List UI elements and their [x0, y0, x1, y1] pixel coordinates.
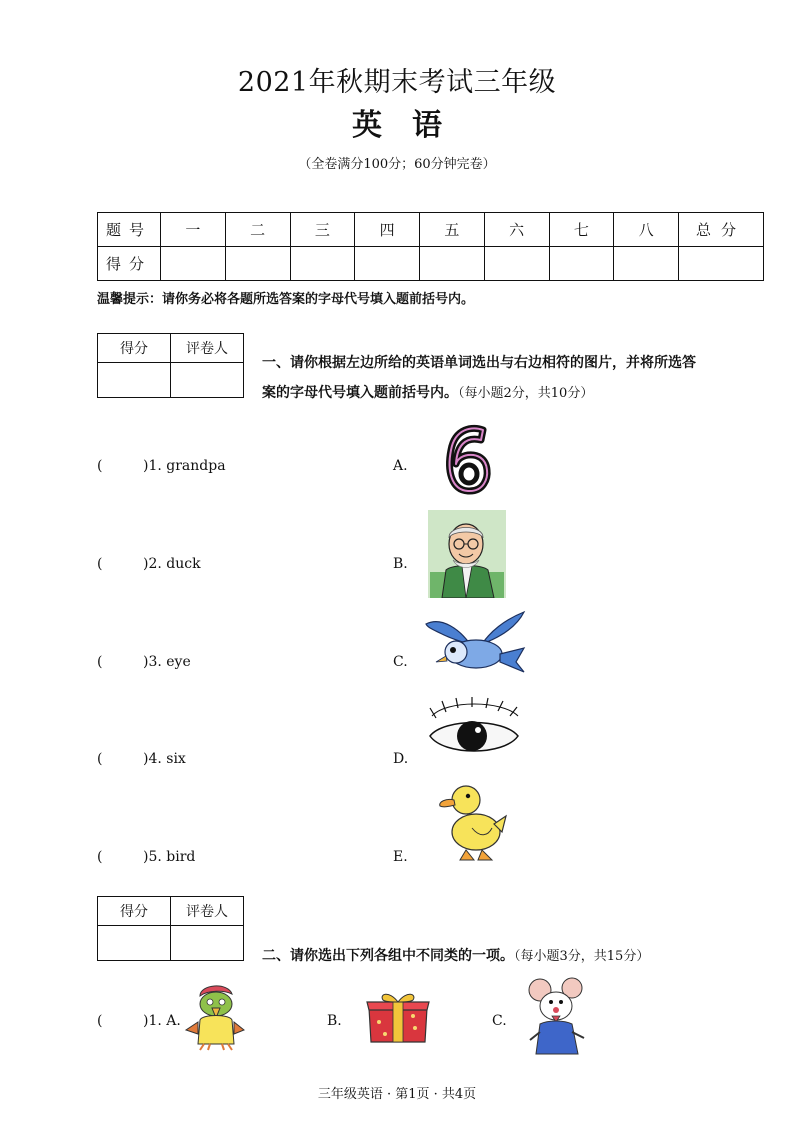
question-5	[97, 849, 195, 865]
score-cell-total[interactable]	[679, 247, 764, 281]
score-col-3: 三	[290, 213, 355, 247]
instruction-hint: 温馨提示：请你务必将各题所选答案的字母代号填入题前括号内。	[97, 292, 475, 307]
score-col-5: 五	[420, 213, 485, 247]
bird-picture	[420, 608, 530, 680]
question-text: )1. A.	[143, 1013, 181, 1029]
question-number-label: 题号	[98, 213, 161, 247]
score-cell-8[interactable]	[614, 247, 679, 281]
mouse-picture	[526, 976, 588, 1056]
question-4	[97, 751, 186, 767]
score-col-2: 二	[225, 213, 290, 247]
answer-paren[interactable]: (	[97, 849, 103, 865]
eye-picture	[426, 696, 522, 768]
section2-title-text: 二、请你选出下列各组中不同类的一项。	[262, 948, 514, 964]
score-table	[97, 212, 764, 281]
score-cell-7[interactable]	[549, 247, 614, 281]
total-score-label: 总分	[679, 213, 764, 247]
answer-paren[interactable]: (	[97, 654, 103, 670]
score-row-label: 得分	[98, 247, 161, 281]
answer-paren[interactable]: (	[97, 458, 103, 474]
section2-title	[262, 941, 782, 972]
section1-title-line1: 一、请你根据左边所给的英语单词选出与右边相符的图片，并将所选答	[262, 355, 696, 371]
option-b-label: B.	[393, 556, 408, 572]
grader-score-cell[interactable]	[98, 926, 171, 961]
question-text: )5. bird	[143, 849, 196, 865]
answer-paren[interactable]: (	[97, 556, 103, 572]
option-c-label: C.	[492, 1013, 507, 1029]
grader-name-cell[interactable]	[171, 926, 244, 961]
score-cell-1[interactable]	[161, 247, 226, 281]
section2-question-1	[97, 1013, 181, 1029]
score-table-score-row	[98, 247, 764, 281]
score-cell-5[interactable]	[420, 247, 485, 281]
grader-score-cell[interactable]	[98, 363, 171, 398]
score-col-1: 一	[161, 213, 226, 247]
grader-box-section1	[97, 333, 244, 398]
option-a-label: A.	[393, 458, 408, 474]
gift-box-picture	[363, 988, 433, 1046]
exam-title: 2021年秋期末考试三年级	[237, 67, 557, 98]
section1-title	[262, 348, 782, 409]
option-e-label: E.	[393, 849, 408, 865]
duck-picture	[436, 776, 508, 864]
grader-name-label: 评卷人	[171, 897, 244, 926]
grader-score-label: 得分	[98, 334, 171, 363]
section1-title-line2: 案的字母代号填入题前括号内。	[262, 385, 458, 401]
score-cell-3[interactable]	[290, 247, 355, 281]
question-text: )3. eye	[143, 654, 191, 670]
question-text: )2. duck	[143, 556, 201, 572]
score-col-7: 七	[549, 213, 614, 247]
grader-box-section2	[97, 896, 244, 961]
answer-paren[interactable]: (	[97, 1013, 103, 1029]
question-text: )1. grandpa	[143, 458, 226, 474]
score-col-4: 四	[355, 213, 420, 247]
score-col-8: 八	[614, 213, 679, 247]
score-table-header-row	[98, 213, 764, 247]
question-1	[97, 458, 226, 474]
parrot-picture	[184, 978, 246, 1052]
option-b-label: B.	[327, 1013, 342, 1029]
score-col-6: 六	[484, 213, 549, 247]
score-cell-6[interactable]	[484, 247, 549, 281]
score-cell-2[interactable]	[225, 247, 290, 281]
exam-subject: 英 语	[352, 108, 442, 143]
question-2	[97, 556, 201, 572]
option-c-label: C.	[393, 654, 408, 670]
grader-name-label: 评卷人	[171, 334, 244, 363]
six-number-picture	[443, 422, 493, 496]
grandpa-picture	[428, 510, 506, 598]
page-footer: 三年级英语 · 第1页 · 共4页	[317, 1087, 477, 1102]
section2-points: （每小题3分，共15分）	[514, 949, 650, 964]
option-d-label: D.	[393, 751, 409, 767]
exam-subtitle: （全卷满分100分；60分钟完卷）	[298, 157, 496, 172]
score-cell-4[interactable]	[355, 247, 420, 281]
grader-score-label: 得分	[98, 897, 171, 926]
answer-paren[interactable]: (	[97, 751, 103, 767]
section1-points: （每小题2分，共10分）	[458, 386, 594, 401]
question-text: )4. six	[143, 751, 186, 767]
grader-name-cell[interactable]	[171, 363, 244, 398]
question-3	[97, 654, 191, 670]
